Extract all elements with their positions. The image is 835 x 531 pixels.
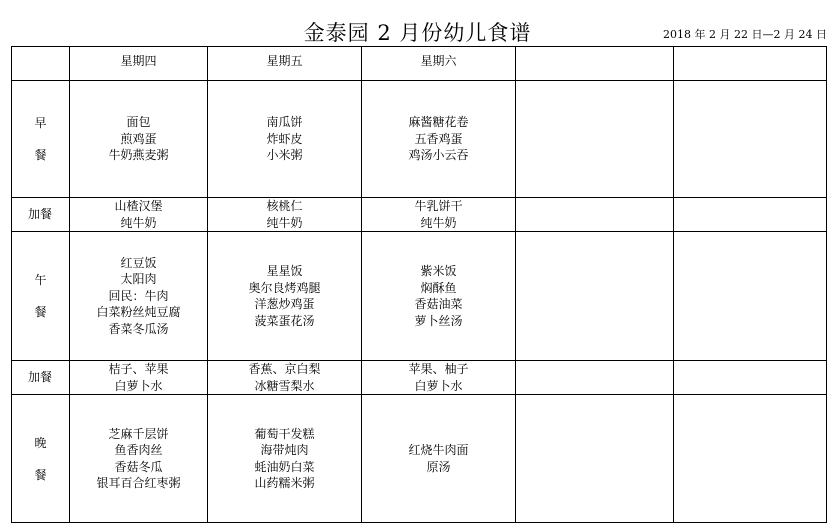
dish-item: 炸虾皮 <box>266 131 303 146</box>
meal-label: 加餐 <box>12 198 70 232</box>
dish-item: 香蕉、京白梨 <box>248 362 321 376</box>
menu-cell <box>516 81 674 198</box>
dish-item: 洋葱炒鸡蛋 <box>254 297 315 311</box>
meal-label: 晚 餐 <box>12 395 70 523</box>
menu-cell <box>362 395 516 523</box>
menu-cell <box>362 81 516 198</box>
day-header: 星期四 <box>70 47 208 81</box>
dish-item: 煎鸡蛋 <box>120 131 157 146</box>
day-header <box>516 47 674 81</box>
meal-row-snack <box>12 198 827 232</box>
menu-cell <box>70 395 208 523</box>
menu-cell <box>674 198 827 232</box>
dish-item: 香菇冬瓜 <box>114 459 163 474</box>
corner-cell <box>12 47 70 81</box>
dish-item: 纯牛奶 <box>420 215 457 230</box>
dish-item: 鸡汤小云吞 <box>408 148 469 163</box>
date-range: 2018 年 2 月 22 日—2 月 24 日 <box>663 28 827 41</box>
dish-item: 白萝卜水 <box>114 378 163 393</box>
dish-item: 山药糯米粥 <box>254 476 315 490</box>
dish-item: 小米粥 <box>266 148 303 163</box>
dish-item: 纯牛奶 <box>120 215 157 230</box>
dish-item: 桔子、苹果 <box>108 362 169 376</box>
menu-cell <box>208 198 362 232</box>
menu-cell <box>208 361 362 395</box>
dish-item: 葡萄干发糕 <box>254 426 315 441</box>
menu-cell <box>674 81 827 198</box>
dish-item: 面包 <box>126 115 151 130</box>
dish-item: 白菜粉丝炖豆腐 <box>96 305 181 320</box>
dish-item: 核桃仁 <box>266 199 303 213</box>
dish-item: 苹果、柚子 <box>408 362 469 376</box>
menu-cell <box>516 232 674 361</box>
dish-item: 山楂汉堡 <box>114 199 163 213</box>
menu-cell <box>362 361 516 395</box>
dish-item: 萝卜丝汤 <box>414 313 463 328</box>
dish-item: 香菇油菜 <box>414 297 463 311</box>
dish-item: 海带炖肉 <box>260 443 309 457</box>
menu-cell <box>516 361 674 395</box>
menu-cell <box>70 81 208 198</box>
dish-item: 五香鸡蛋 <box>414 131 463 146</box>
dish-item: 红豆饭 <box>120 255 157 270</box>
dish-item: 芝麻千层饼 <box>108 426 169 441</box>
menu-cell <box>516 395 674 523</box>
header-row <box>12 47 827 81</box>
dish-item: 红烧牛肉面 <box>408 443 469 457</box>
dish-item: 纯牛奶 <box>266 215 303 230</box>
menu-cell <box>674 395 827 523</box>
dish-item: 麻酱糖花卷 <box>408 115 469 130</box>
meal-row-snack <box>12 361 827 395</box>
dish-item: 焖酥鱼 <box>420 280 457 295</box>
dish-item: 白萝卜水 <box>414 378 463 393</box>
menu-cell <box>70 198 208 232</box>
dish-item: 牛乳饼干 <box>414 199 463 213</box>
dish-item: 冰糖雪梨水 <box>254 378 315 393</box>
menu-cell <box>362 198 516 232</box>
dish-item: 牛奶燕麦粥 <box>108 148 169 163</box>
meal-row-lunch <box>12 232 827 361</box>
dish-item: 星星饭 <box>266 264 303 278</box>
menu-cell <box>70 361 208 395</box>
menu-cell <box>362 232 516 361</box>
dish-item: 太阳肉 <box>120 272 157 287</box>
meal-row-breakfast <box>12 81 827 198</box>
dish-item: 鱼香肉丝 <box>114 443 163 457</box>
day-header: 星期五 <box>208 47 362 81</box>
meal-label: 午 餐 <box>12 232 70 361</box>
meal-label: 早 餐 <box>12 81 70 198</box>
menu-cell <box>208 395 362 523</box>
menu-cell <box>70 232 208 361</box>
dish-item: 南瓜饼 <box>266 115 303 130</box>
dish-item: 紫米饭 <box>420 264 457 278</box>
dish-item: 银耳百合红枣粥 <box>96 476 181 490</box>
menu-table <box>11 46 827 523</box>
page-title: 金泰园 2 月份幼儿食谱 <box>303 21 532 45</box>
menu-cell <box>208 81 362 198</box>
dish-item: 原汤 <box>426 459 451 474</box>
dish-item: 香菜冬瓜汤 <box>108 321 169 336</box>
menu-cell <box>208 232 362 361</box>
dish-item: 菠菜蛋花汤 <box>254 313 315 328</box>
dish-item: 奥尔良烤鸡腿 <box>248 280 321 295</box>
meal-label: 加餐 <box>12 361 70 395</box>
menu-cell <box>674 361 827 395</box>
menu-cell <box>516 198 674 232</box>
day-header <box>674 47 827 81</box>
dish-item: 回民：牛肉 <box>108 288 169 303</box>
dish-item: 蚝油奶白菜 <box>254 459 315 474</box>
meal-row-dinner <box>12 395 827 523</box>
day-header: 星期六 <box>362 47 516 81</box>
menu-cell <box>674 232 827 361</box>
